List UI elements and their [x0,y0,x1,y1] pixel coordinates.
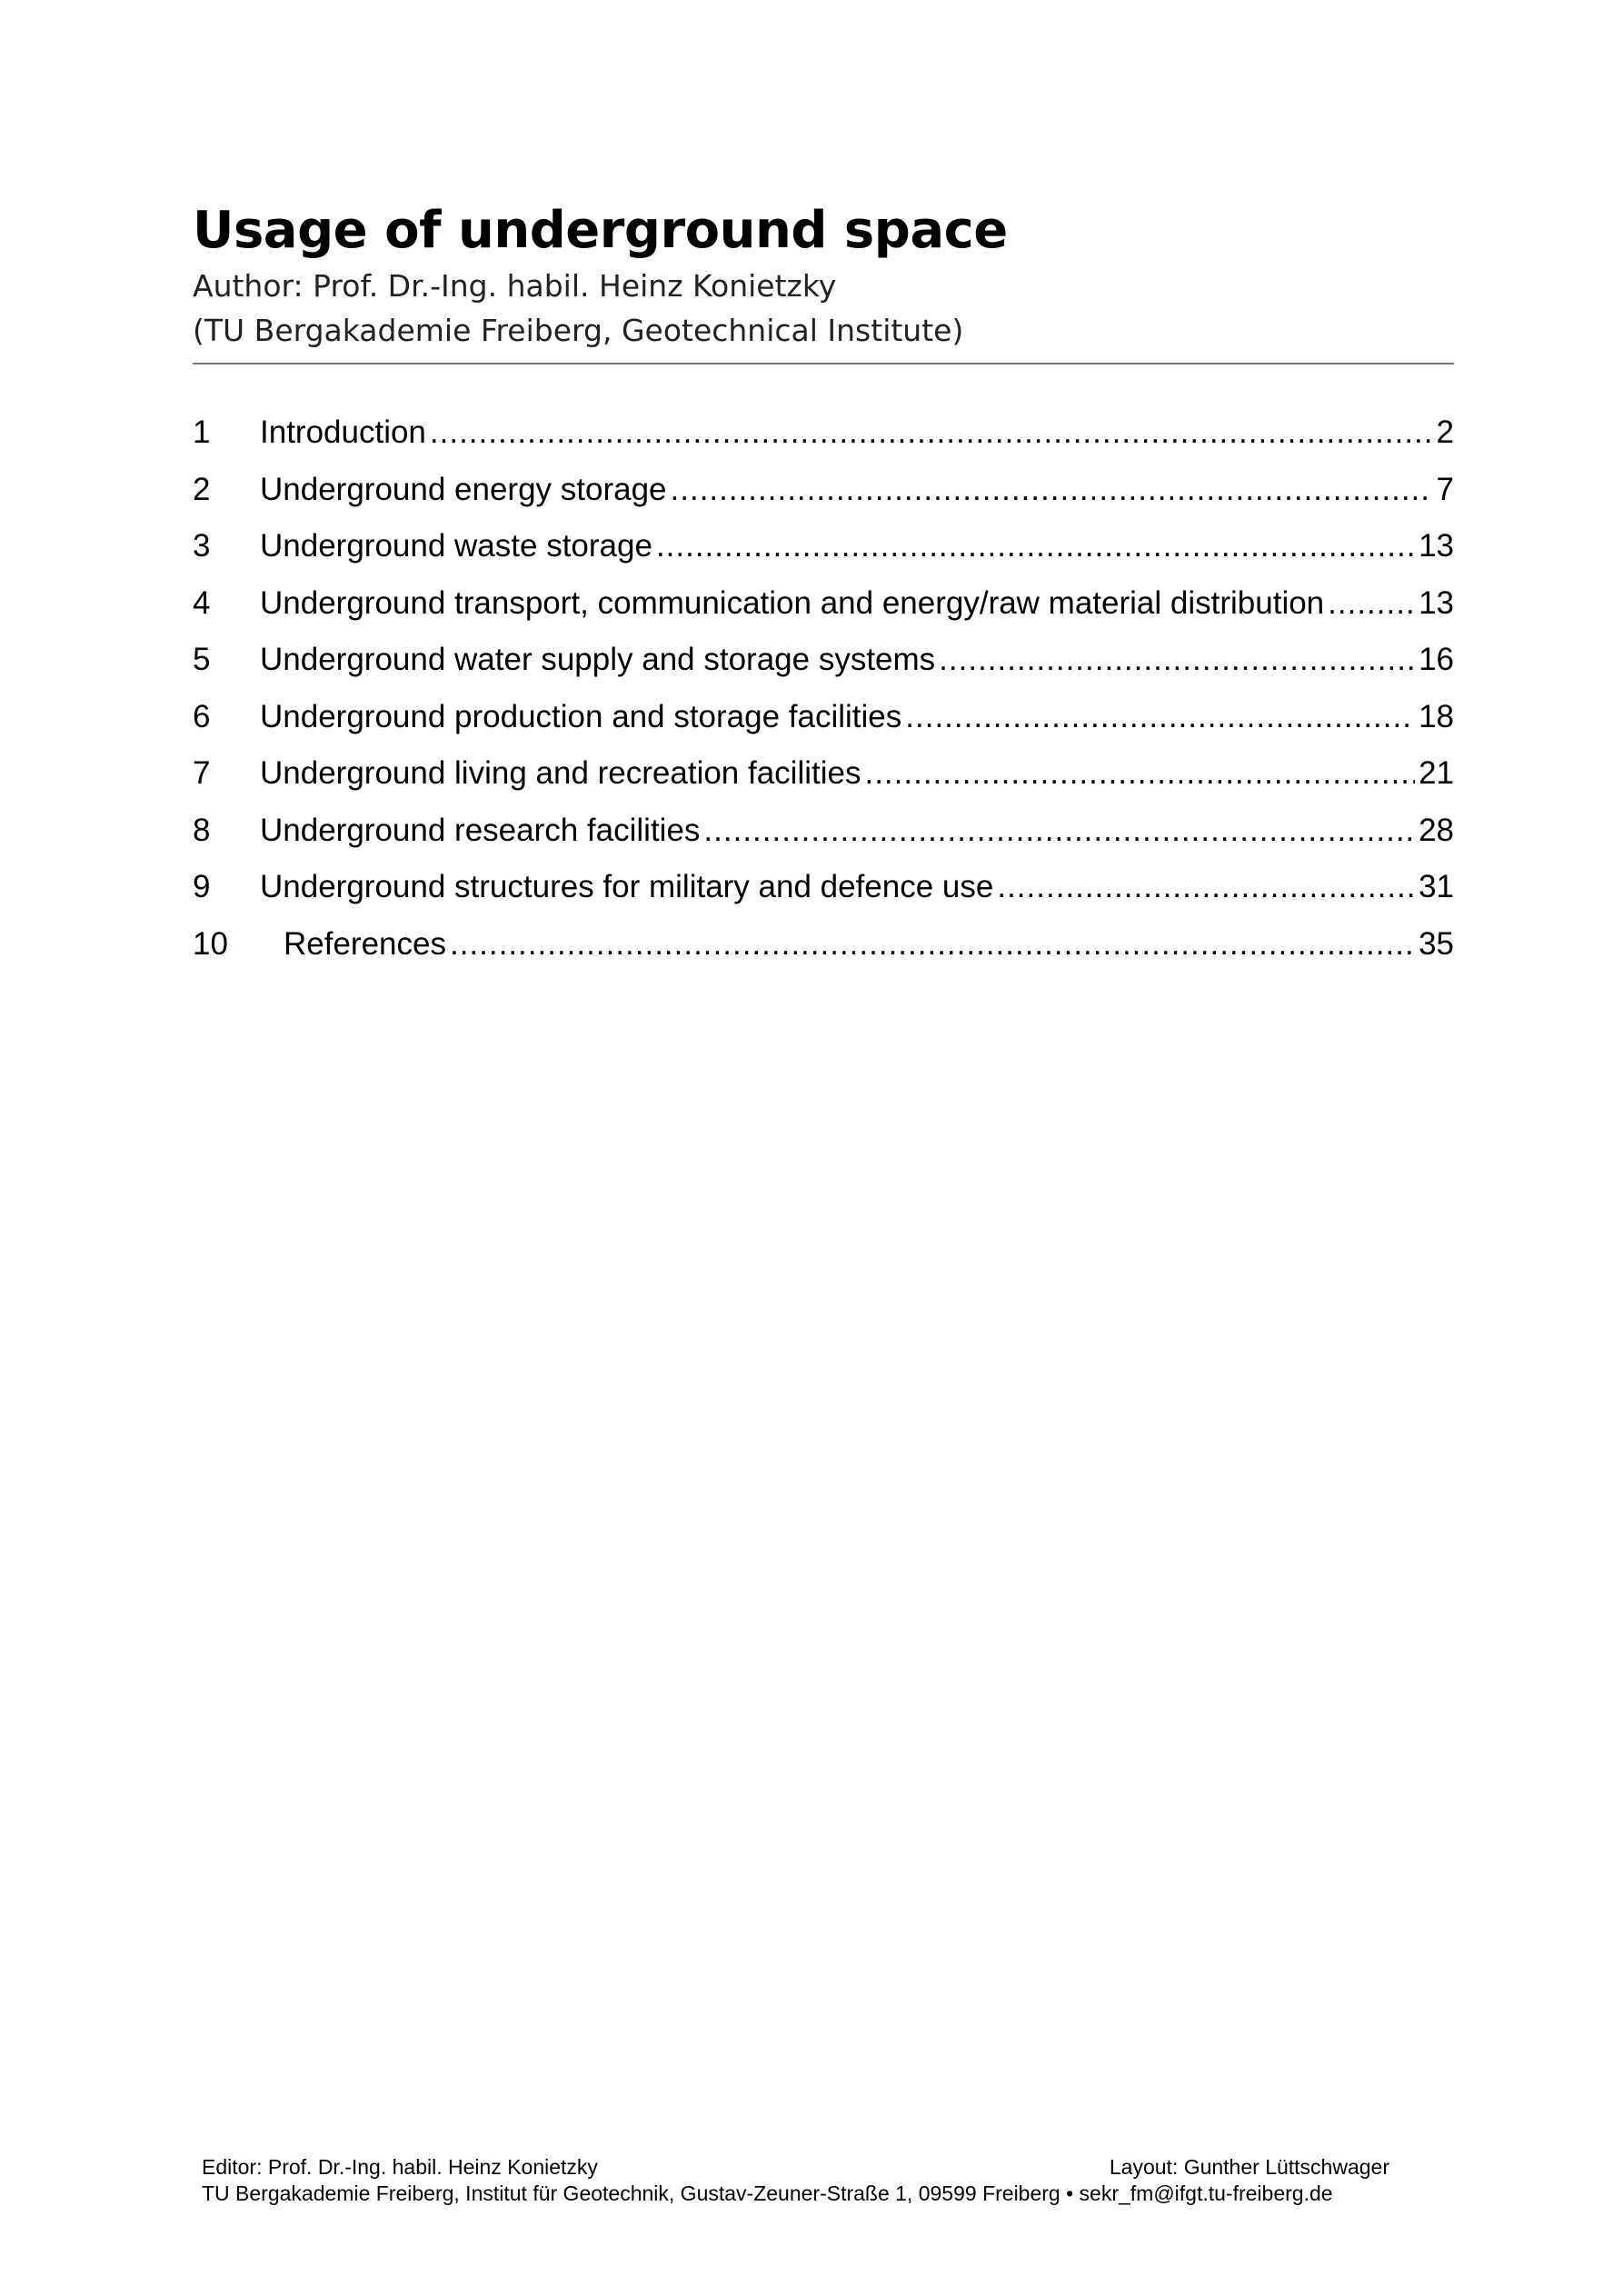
toc-page-number: 28 [1419,812,1454,848]
toc-number: 6 [193,698,211,734]
toc-leader-dots [997,859,1415,916]
toc-page-number: 16 [1419,642,1454,677]
header-divider [193,363,1454,364]
toc-leader-dots [939,632,1415,689]
toc-title: Underground energy storage [260,471,667,507]
table-of-contents [193,404,1454,973]
toc-title: Introduction [260,414,426,450]
toc-page-number: 2 [1436,414,1454,450]
toc-title: Underground water supply and storage systems [260,642,936,677]
toc-page-number: 18 [1419,698,1454,734]
toc-title: Underground waste storage [260,528,652,564]
toc-leader-dots [430,404,1433,462]
toc-leader-dots [1328,575,1415,633]
toc-number: 9 [193,869,211,904]
toc-leader-dots [864,745,1415,803]
toc-number: 8 [193,812,211,848]
toc-leader-dots [671,462,1433,519]
toc-entry[interactable] [193,518,1454,575]
toc-title: References [284,925,446,962]
toc-leader-dots [905,689,1415,746]
toc-number: 3 [193,528,211,564]
footer-editor: Editor: Prof. Dr.-Ing. habil. Heinz Konietzky [202,2155,598,2179]
toc-page-number: 35 [1419,925,1454,962]
toc-entry[interactable] [193,689,1454,746]
toc-entry[interactable] [193,575,1454,633]
affiliation-line: (TU Bergakademie Freiberg, Geotechnical Institute) [193,313,964,348]
toc-entry[interactable] [193,916,1454,973]
toc-leader-dots [656,518,1415,575]
footer-layout: Layout: Gunther Lüttschwager [1109,2155,1389,2179]
toc-title: Underground transport, communication and energy/raw material distribution [260,584,1325,621]
toc-title: Underground living and recreation facilities [260,755,861,791]
page-footer [202,2154,1392,2207]
toc-entry[interactable] [193,745,1454,803]
toc-page-number: 31 [1419,869,1454,904]
footer-address: TU Bergakademie Freiberg, Institut für Geotechnik, Gustav-Zeuner-Straße 1, 09599 Freiberg • sekr_fm@ifgt.tu-freiberg.de [202,2181,1333,2205]
toc-title: Underground structures for military and defence use [260,869,994,904]
toc-title: Underground production and storage facilities [260,698,902,734]
toc-page-number: 13 [1419,528,1454,564]
toc-page-number: 21 [1419,755,1454,791]
toc-leader-dots [450,916,1415,973]
toc-title: Underground research facilities [260,812,701,848]
author-line: Author: Prof. Dr.-Ing. habil. Heinz Konietzky [193,268,837,304]
toc-number: 10 [193,925,228,962]
toc-entry[interactable] [193,462,1454,519]
toc-entry[interactable] [193,859,1454,916]
toc-number: 5 [193,642,211,677]
toc-number: 4 [193,584,211,621]
toc-entry[interactable] [193,803,1454,860]
toc-number: 7 [193,755,211,791]
toc-page-number: 13 [1419,584,1454,621]
footer-credits [202,2154,1392,2181]
toc-page-number: 7 [1436,471,1454,507]
document-title: Usage of underground space [193,201,1008,260]
toc-number: 1 [193,414,211,450]
toc-entry[interactable] [193,632,1454,689]
toc-leader-dots [703,803,1415,860]
document-header [193,198,1454,353]
toc-number: 2 [193,471,211,507]
toc-entry[interactable] [193,404,1454,462]
